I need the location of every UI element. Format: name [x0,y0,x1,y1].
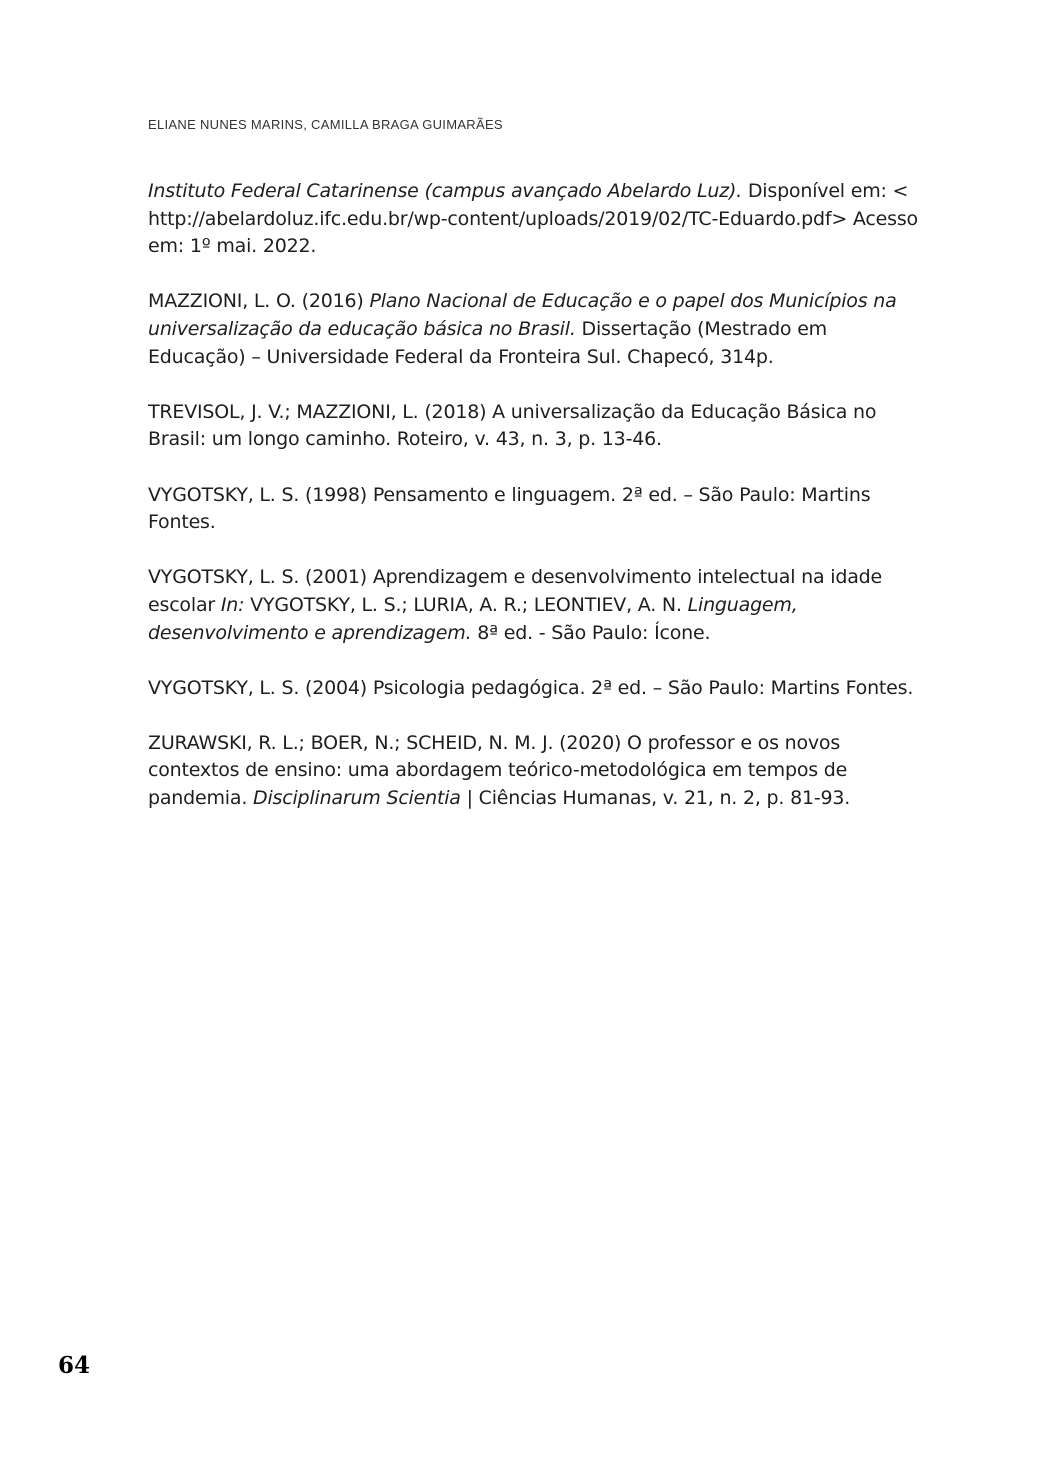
reference-text: Disponível em: < http://abelardoluz.ifc.edu.br/wp-content/uploads/2019/02/TC-Eduardo.pdf> Acesso em: 1º mai. 2022. [148,180,918,258]
reference-text: VYGOTSKY, L. S. (1998) Pensamento e linguagem. 2ª ed. – São Paulo: Martins Fontes. [148,483,871,534]
reference-title-italic: Linguagem, desenvolvimento e aprendizagem. [148,593,798,644]
reference-item-mazzioni-2016 [148,288,918,371]
reference-in-italic: In: [220,593,245,616]
reference-item-ifc [148,178,918,261]
reference-editors: VYGOTSKY, L. S.; LURIA, A. R.; LEONTIEV, A. N. [244,593,688,616]
reference-text: | Ciências Humanas, v. 21, n. 2, p. 81-93. [460,787,851,810]
reference-text: VYGOTSKY, L. S. (2004) Psicologia pedagógica. 2ª ed. – São Paulo: Martins Fontes. [148,676,914,699]
page-number: 64 [58,1352,91,1379]
reference-title-italic: Plano Nacional de Educação e o papel dos Municípios na universalização da educação básica no Brasil. [148,290,897,340]
reference-item-zurawski-2020 [148,730,918,813]
reference-item-trevisol-2018 [148,399,918,454]
reference-authors: MAZZIONI, L. O. (2016) [148,290,370,313]
reference-text: TREVISOL, J. V.; MAZZIONI, L. (2018) A universalização da Educação Básica no Brasil: um longo caminho. Roteiro, v. 43, n. 3, p. 13-46. [148,400,877,451]
reference-authors: ZURAWSKI, R. L.; BOER, N.; SCHEID, N. M. J. (2020) O professor e os novos contextos de ensino: uma abordagem teórico-metodológica em tempos de pandemia. [148,731,848,810]
reference-list [148,178,918,840]
reference-text: 8ª ed. - São Paulo: Ícone. [471,621,711,644]
reference-title-italic: Instituto Federal Catarinense (campus avançado Abelardo Luz). [148,180,743,202]
reference-item-vygotsky-2001 [148,564,918,647]
reference-text: Dissertação (Mestrado em Educação) – Universidade Federal da Fronteira Sul. Chapecó, 314p. [148,317,827,368]
reference-item-vygotsky-1998 [148,482,918,537]
reference-item-vygotsky-2004 [148,675,918,703]
reference-journal-italic: Disciplinarum Scientia [253,787,461,810]
running-header-authors: ELIANE NUNES MARINS, CAMILLA BRAGA GUIMARÃES [148,117,503,132]
reference-authors: VYGOTSKY, L. S. (2001) Aprendizagem e desenvolvimento intelectual na idade escolar [148,566,882,616]
